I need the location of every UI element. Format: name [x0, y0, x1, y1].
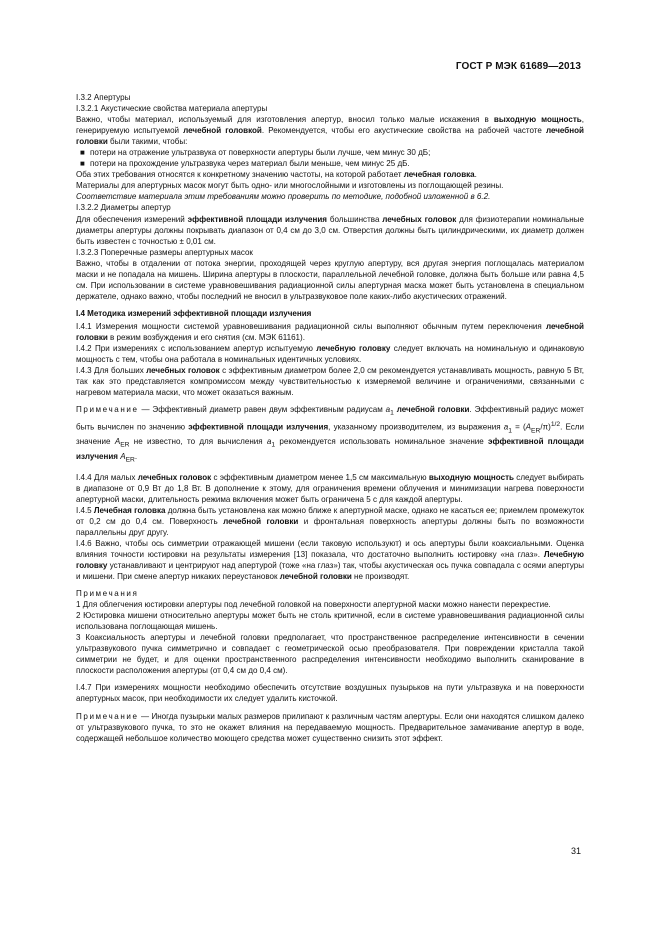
section-title-i323: I.3.2.3 Поперечные размеры апертурных масок — [76, 247, 253, 257]
note-item-1: 1 Для облегчения юстировки апертуры под лечебной головкой на поверхности апертурной маски можно нанести перекрестие. — [76, 600, 551, 610]
paragraph-compliance: Соответствие материала этим требованиям можно проверить по методике, подобной изложенной в 6.2. — [76, 192, 491, 202]
page-number: 31 — [570, 846, 581, 856]
paragraph-i42: I.4.2 При измерениях с использованием апертур испытуемую лечебную головку следует включать на номинальную и одинаковую мощность с тем, чтобы она работала в номинальных идентичных условиях. — [76, 344, 584, 365]
section-title-i322: I.3.2.2 Диаметры апертур — [76, 203, 171, 213]
list-item: ■ потери на отражение ультразвука от поверхности апертуры были лучше, чем минус 30 дБ; — [80, 148, 431, 158]
notes-heading: Примечания — [76, 589, 139, 599]
paragraph-mask-dimensions: Важно, чтобы в отдалении от потока энергии, проходящей через круглую апертуру, вся другая энергия поглощалась материалом маски и не попадала на мишень. Ширина апертуры в плоскости, параллельной лечебной головке, должна быть больше или равна 4,5 см. При использовании в системе уравновешивания радиационной силы апертурная маска может быть установлена в специальном держателе, однако важно, чтобы последний не вносил в ультразвуковое поле каких-либо акустических отражений. — [76, 258, 584, 301]
paragraph-i45: I.4.5 Лечебная головка должна быть установлена как можно ближе к апертурной маске, однако не касаться ее; приемлем промежуток от 0,2 см до 0,4 см. Поверхность лечебной головки и фронтальная поверхность апертуры должны быть по возможности параллельны друг другу. — [76, 505, 584, 537]
paragraph-i47: I.4.7 При измерениях мощности необходимо обеспечить отсутствие воздушных пузырьков на пути ультразвука и на поверхности апертурных масок, при необходимости их следует удалить кисточкой. — [76, 683, 584, 704]
note-bubbles: Примечание — Иногда пузырьки малых размеров прилипают к различным частям апертуры. Если они находятся слишком далеко от ультразвукового пучка, то это не окажет влияния на передаваемую мощность. Предварительное замачивание апертур в воде, содержащей небольшое количество моющего средства может существенно снизить этот эффект. — [76, 711, 584, 743]
section-title-i32: I.3.2 Апертуры — [76, 93, 131, 102]
document-body — [76, 92, 584, 744]
note-effective-diameter: Примечание — Эффективный диаметр равен двум эффективным радиусам $a_1$ лечебной головки. Эффективный радиус может быть вычислен по значению эффективной площади излучения, указанному производителем, из выражения $a_1 = (A_{ER}/\pi)^{1/2}$. Если значение $A_{ER}$ не известно, то для вычисления $a_1$ рекомендуется использовать номинальное значение эффективной площади излучения $A_{ER}$. — [76, 405, 584, 464]
section-title-i4: I.4 Методика измерений эффективной площади излучения — [76, 308, 312, 318]
paragraph-mask-materials: Материалы для апертурных масок могут быть одно- или многослойными и изготовлены из поглощающей резины. — [76, 181, 504, 191]
paragraph-frequency: Оба этих требования относятся к конкретному значению частоты, на которой работает лечебная головка. — [76, 170, 477, 180]
note-item-2: 2 Юстировка мишени относительно апертуры может быть не столь критичной, если в системе уравновешивания радиационной силы использована поглощающая мишень. — [76, 611, 584, 632]
bullet-icon: ■ — [80, 148, 85, 158]
bullet-icon: ■ — [80, 159, 85, 169]
section-title-i321: I.3.2.1 Акустические свойства материала апертуры — [76, 104, 268, 114]
list-item: ■ потери на прохождение ультразвука через материал были меньше, чем минус 25 дБ. — [80, 159, 410, 169]
paragraph-i46: I.4.6 Важно, чтобы ось симметрии отражающей мишени (если таковую используют) и ось апертуры были коаксиальными. Оценка влияния точности юстировки на результаты измерения [13] показала, что достаточно выполнить юстировку «на глаз». Лечебную головку устанавливают и центрируют над апертурой (тоже «на глаз») так, чтобы акустическая ось пучка совпадала с осями апертуры и мишени. При смене апертур никаких переустановок лечебной головки не производят. — [76, 538, 584, 581]
paragraph-aperture-diameters: Для обеспечения измерений эффективной площади излучения большинства лечебных головок для физиотерапии номинальные диаметры апертуры должны покрывать диапазон от 0,4 см до 3,0 см. Отверстия должны быть цилиндрическими, их диаметр должен быть известен с точностью ± 0,01 см. — [76, 214, 585, 246]
standard-header: ГОСТ Р МЭК 61689—2013 — [455, 61, 581, 72]
note-item-3: 3 Коаксиальность апертуры и лечебной головки предполагает, что пространственное распределение интенсивности в сечении ультразвукового пучка симметрично и совпадает с геометрической осью преобразователя. При повреждении кристалла такой симметрии не будет, и для оценки пространственного распределения интенсивности необходимо выполнить сканирование в плоскости расположения апертуры (от 0,4 см до 0,4 см). — [76, 633, 584, 676]
paragraph-i41: I.4.1 Измерения мощности системой уравновешивания радиационной силы выполняют обычным путем переключения лечебной головки в режим возбуждения и его снятия (см. МЭК 61161). — [76, 321, 584, 342]
paragraph-material-properties: Важно, чтобы материал, используемый для изготовления апертур, вносил только малые искажения в выходную мощность, генерируемую испытуемой лечебной головкой. Рекомендуется, чтобы его акустические свойства на рабочей частоте лечебной головки были такими, чтобы: — [76, 115, 584, 147]
paragraph-i44: I.4.4 Для малых лечебных головок с эффективным диаметром менее 1,5 см максимальную выходную мощность следует выбирать в диапазоне от 0,9 Вт до 1,8 Вт. В дополнение к этому, для ограничения времени облучения и минимизации нагрева поверхности апертурной маски, длительность режима включения может быть ограничена 5 с для каждой апертуры. — [76, 472, 584, 504]
paragraph-i43: I.4.3 Для больших лечебных головок с эффективным диаметром более 2,0 см рекомендуется устанавливать мощность, равную 5 Вт, так как это представляется компромиссом между чувствительностью к измеряемой величине и ограничениями, связанными с нагревом материала маски, что может оказаться важным. — [76, 366, 584, 398]
